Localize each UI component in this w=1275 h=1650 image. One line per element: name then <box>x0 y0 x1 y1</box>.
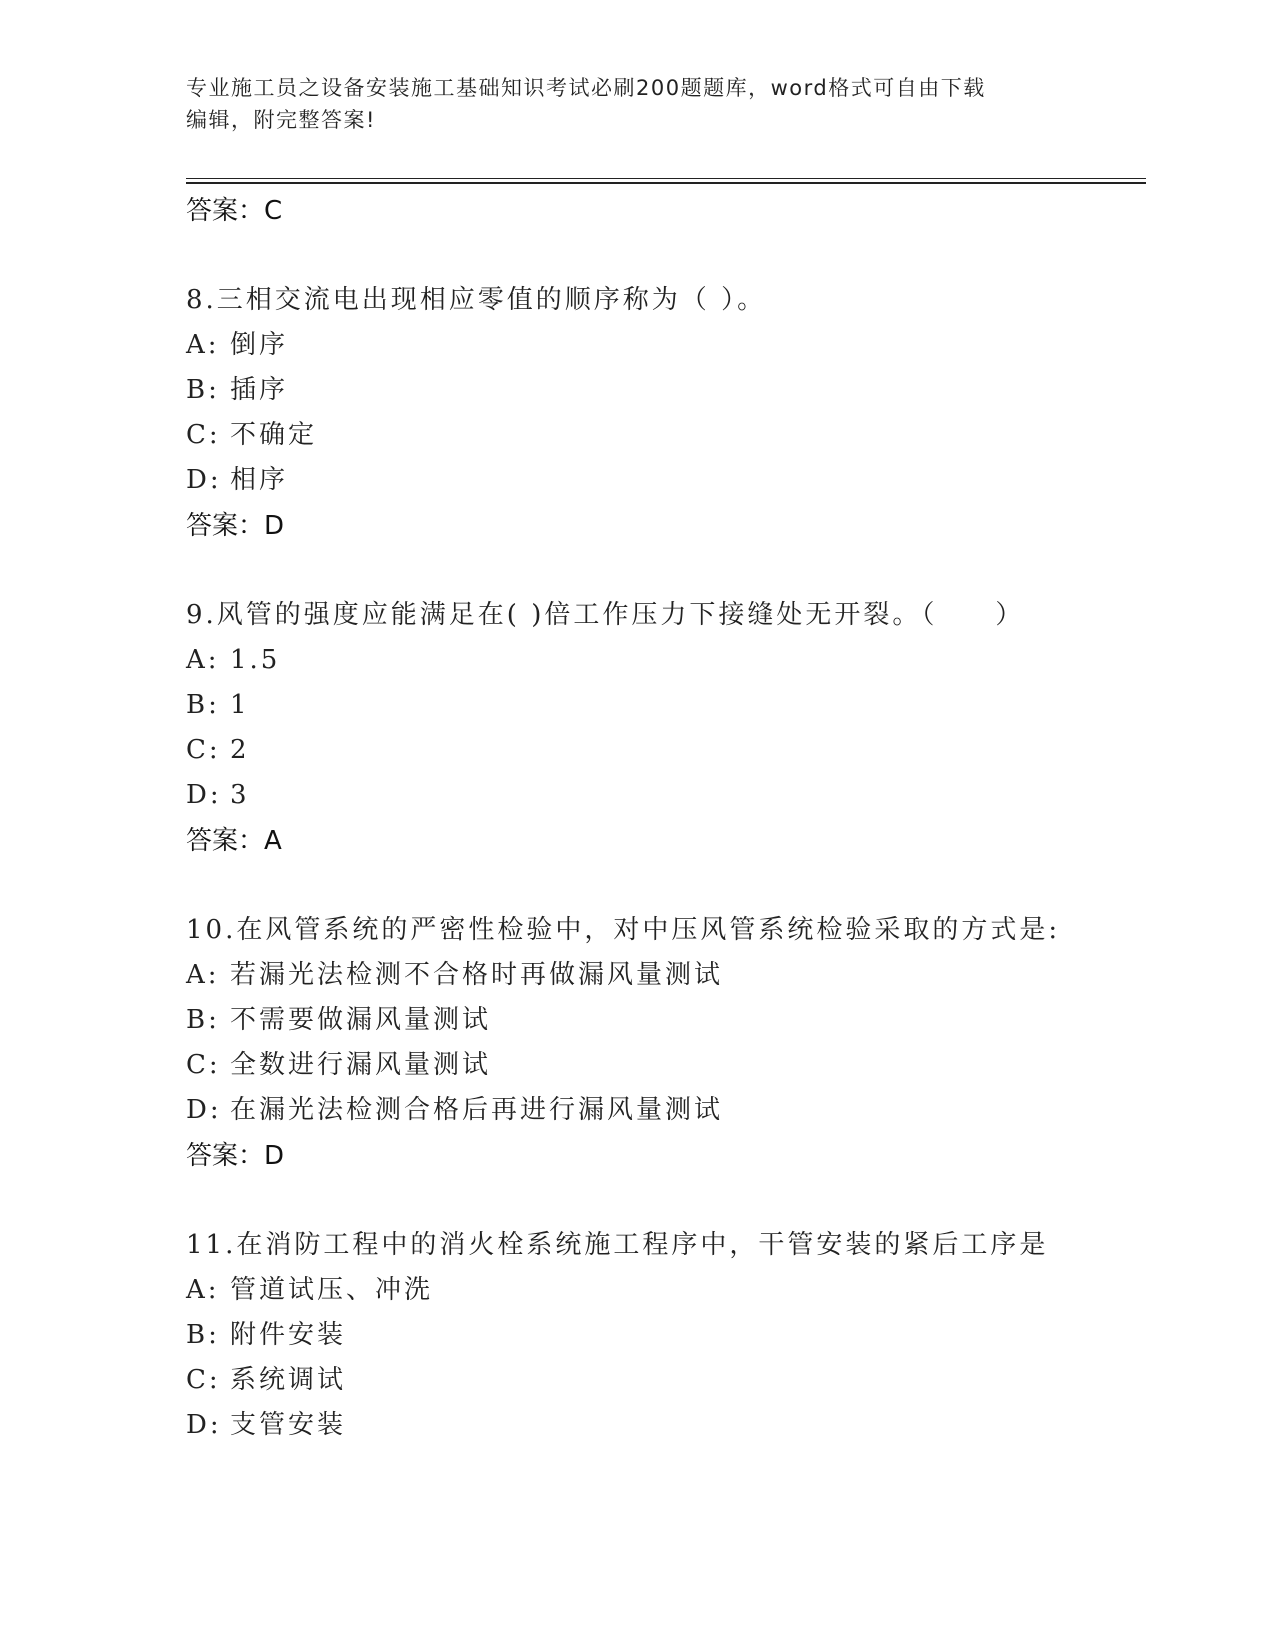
option-text: 1.5 <box>230 645 281 675</box>
option-10-b <box>186 998 1126 1043</box>
question-11: 11.在消防工程中的消火栓系统施工程序中，干管安装的紧后工序是 <box>186 1230 1049 1260</box>
option-letter: B: <box>186 1005 220 1035</box>
option-letter: A: <box>186 330 220 360</box>
option-text: 插序 <box>230 375 289 405</box>
option-letter: C: <box>186 735 221 765</box>
option-text: 若漏光法检测不合格时再做漏风量测试 <box>230 960 724 990</box>
answer-9: 答案：A <box>186 826 282 856</box>
answer-previous: 答案：C <box>186 196 283 226</box>
question-8: 8.三相交流电出现相应零值的顺序称为（ ）。 <box>186 285 767 315</box>
option-letter: D: <box>186 465 222 495</box>
option-text: 支管安装 <box>230 1410 347 1440</box>
option-text: 不确定 <box>230 420 318 450</box>
option-9-c <box>186 728 1126 773</box>
option-text: 在漏光法检测合格后再进行漏风量测试 <box>230 1095 724 1125</box>
header-line-2: 编辑，附完整答案! <box>186 108 376 132</box>
question-9: 9.风管的强度应能满足在( )倍工作压力下接缝处无开裂。（ ） <box>186 600 1025 630</box>
spacer <box>186 549 1126 593</box>
option-letter: C: <box>186 1050 221 1080</box>
spacer <box>186 234 1126 278</box>
question-10: 10.在风管系统的严密性检验中，对中压风管系统检验采取的方式是: <box>186 915 1061 945</box>
option-letter: B: <box>186 690 220 720</box>
option-letter: D: <box>186 780 222 810</box>
spacer <box>186 864 1126 908</box>
document-body <box>186 188 1126 1448</box>
header-rule-thick <box>186 182 1146 184</box>
option-letter: B: <box>186 1320 220 1350</box>
option-letter: A: <box>186 645 220 675</box>
option-10-d <box>186 1088 1126 1133</box>
option-text: 倒序 <box>230 330 289 360</box>
option-letter: D: <box>186 1095 222 1125</box>
option-8-c <box>186 413 1126 458</box>
option-8-a <box>186 323 1126 368</box>
option-text: 不需要做漏风量测试 <box>230 1005 492 1035</box>
option-text: 附件安装 <box>230 1320 347 1350</box>
option-letter: D: <box>186 1410 222 1440</box>
spacer <box>186 1179 1126 1223</box>
option-10-a <box>186 953 1126 998</box>
option-11-c <box>186 1358 1126 1403</box>
option-11-b <box>186 1313 1126 1358</box>
option-letter: B: <box>186 375 220 405</box>
option-letter: A: <box>186 1275 220 1305</box>
option-text: 系统调试 <box>230 1365 347 1395</box>
option-letter: A: <box>186 960 220 990</box>
option-text: 管道试压、冲洗 <box>230 1275 434 1305</box>
option-8-b <box>186 368 1126 413</box>
option-text: 1 <box>230 690 250 720</box>
option-text: 全数进行漏风量测试 <box>230 1050 492 1080</box>
header-rule-thin <box>186 178 1146 179</box>
answer-8: 答案：D <box>186 511 285 541</box>
option-11-a <box>186 1268 1126 1313</box>
option-letter: C: <box>186 420 221 450</box>
answer-10: 答案：D <box>186 1141 285 1171</box>
option-text: 3 <box>230 780 250 810</box>
option-letter: C: <box>186 1365 221 1395</box>
option-9-a <box>186 638 1126 683</box>
option-9-b <box>186 683 1126 728</box>
option-text: 相序 <box>230 465 289 495</box>
document-header <box>186 72 1066 136</box>
option-11-d <box>186 1403 1126 1448</box>
option-8-d <box>186 458 1126 503</box>
option-10-c <box>186 1043 1126 1088</box>
option-9-d <box>186 773 1126 818</box>
header-line-1: 专业施工员之设备安装施工基础知识考试必刷200题题库，word格式可自由下载 <box>186 76 986 100</box>
option-text: 2 <box>230 735 250 765</box>
